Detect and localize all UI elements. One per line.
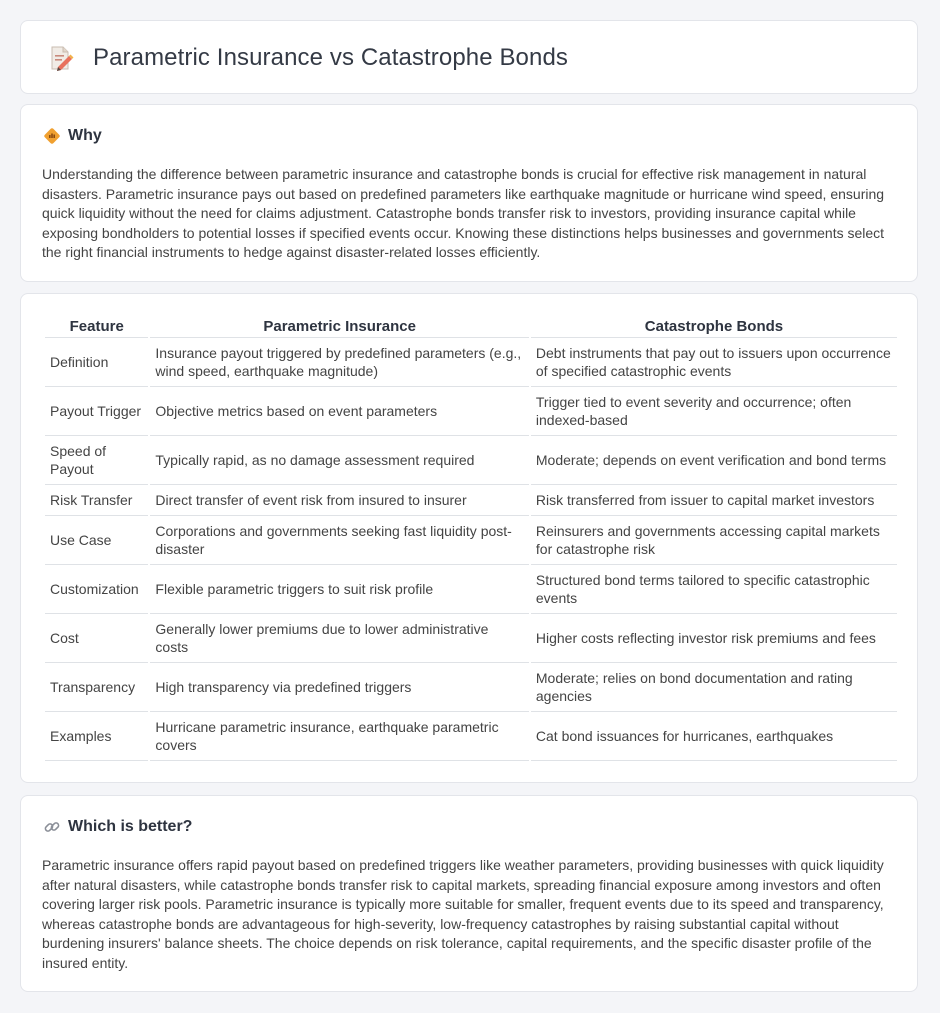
title-row bbox=[45, 43, 568, 73]
better-heading-row bbox=[43, 818, 192, 836]
row-feature: Risk Transfer bbox=[45, 485, 148, 516]
row-feature: Transparency bbox=[45, 663, 148, 712]
why-card bbox=[20, 104, 918, 282]
better-card bbox=[20, 795, 918, 992]
row-feature: Definition bbox=[45, 338, 148, 387]
row-parametric: Insurance payout triggered by predefined parameters (e.g., wind speed, earthquake magnitude) bbox=[150, 338, 528, 387]
better-heading: Which is better? bbox=[68, 818, 193, 835]
row-parametric: Corporations and governments seeking fast liquidity post-disaster bbox=[150, 516, 528, 565]
row-parametric: Flexible parametric triggers to suit risk profile bbox=[150, 565, 528, 614]
table-row bbox=[45, 516, 897, 565]
table-row bbox=[45, 663, 897, 712]
header-catbonds: Catastrophe Bonds bbox=[531, 316, 897, 338]
row-catbonds: Structured bond terms tailored to specific catastrophic events bbox=[531, 565, 897, 614]
table-row bbox=[45, 485, 897, 516]
row-catbonds: Moderate; relies on bond documentation and rating agencies bbox=[531, 663, 897, 712]
table-row bbox=[45, 387, 897, 436]
row-catbonds: Risk transferred from issuer to capital market investors bbox=[531, 485, 897, 516]
row-catbonds: Reinsurers and governments accessing capital markets for catastrophe risk bbox=[531, 516, 897, 565]
table-row bbox=[45, 338, 897, 387]
row-parametric: Objective metrics based on event parameters bbox=[150, 387, 528, 436]
table-row bbox=[45, 565, 897, 614]
table-row bbox=[45, 436, 897, 485]
row-parametric: Generally lower premiums due to lower administrative costs bbox=[150, 614, 528, 663]
comparison-table bbox=[43, 316, 899, 761]
row-catbonds: Higher costs reflecting investor risk premiums and fees bbox=[531, 614, 897, 663]
why-heading-row bbox=[43, 127, 102, 145]
page-title: Parametric Insurance vs Catastrophe Bonds bbox=[93, 44, 568, 71]
row-catbonds: Trigger tied to event severity and occurrence; often indexed-based bbox=[531, 387, 897, 436]
table-row bbox=[45, 712, 897, 761]
table-header-row bbox=[45, 316, 897, 338]
row-parametric: Hurricane parametric insurance, earthquake parametric covers bbox=[150, 712, 528, 761]
row-feature: Customization bbox=[45, 565, 148, 614]
row-catbonds: Cat bond issuances for hurricanes, earthquakes bbox=[531, 712, 897, 761]
comparison-card bbox=[20, 293, 918, 783]
header-feature: Feature bbox=[45, 316, 148, 338]
header-parametric: Parametric Insurance bbox=[150, 316, 528, 338]
link-icon bbox=[43, 818, 61, 836]
row-parametric: High transparency via predefined triggers bbox=[150, 663, 528, 712]
better-text: Parametric insurance offers rapid payout based on predefined triggers like weather parameters, providing businesses with quick liquidity after natural disasters, while catastrophe bonds transfer risk to capital markets, spreading financial exposure among investors and often covering larger risk pools. Parametric insurance is typically more suitable for smaller, frequent events due to its speed and transparency, whereas catastrophe bonds are advantageous for high-severity, low-frequency catastrophes by raising substantial capital without burdening insurers' balance sheets. The choice depends on risk tolerance, capital requirements, and the specific disaster profile of the insured entity. bbox=[42, 857, 884, 971]
row-catbonds: Debt instruments that pay out to issuers upon occurrence of specified catastrophic events bbox=[531, 338, 897, 387]
row-parametric: Direct transfer of event risk from insured to insurer bbox=[150, 485, 528, 516]
row-feature: Examples bbox=[45, 712, 148, 761]
row-feature: Use Case bbox=[45, 516, 148, 565]
table-row bbox=[45, 614, 897, 663]
row-feature: Payout Trigger bbox=[45, 387, 148, 436]
row-feature: Cost bbox=[45, 614, 148, 663]
why-heading: Why bbox=[68, 127, 102, 144]
title-card bbox=[20, 20, 918, 94]
why-text: Understanding the difference between parametric insurance and catastrophe bonds is crucial for effective risk management in natural disasters. Parametric insurance pays out based on predefined parameters like earthquake magnitude or hurricane wind speed, ensuring quick liquidity without the need for claims adjustment. Catastrophe bonds transfer risk to investors, providing insurance capital while exposing bondholders to potential losses if specified events occur. Knowing these distinctions helps businesses and governments select the right financial instruments to hedge against disaster-related losses efficiently. bbox=[42, 166, 885, 261]
document-pencil-icon bbox=[45, 43, 75, 73]
row-catbonds: Moderate; depends on event verification and bond terms bbox=[531, 436, 897, 485]
row-feature: Speed of Payout bbox=[45, 436, 148, 485]
diamond-signal-icon bbox=[43, 127, 61, 145]
row-parametric: Typically rapid, as no damage assessment required bbox=[150, 436, 528, 485]
